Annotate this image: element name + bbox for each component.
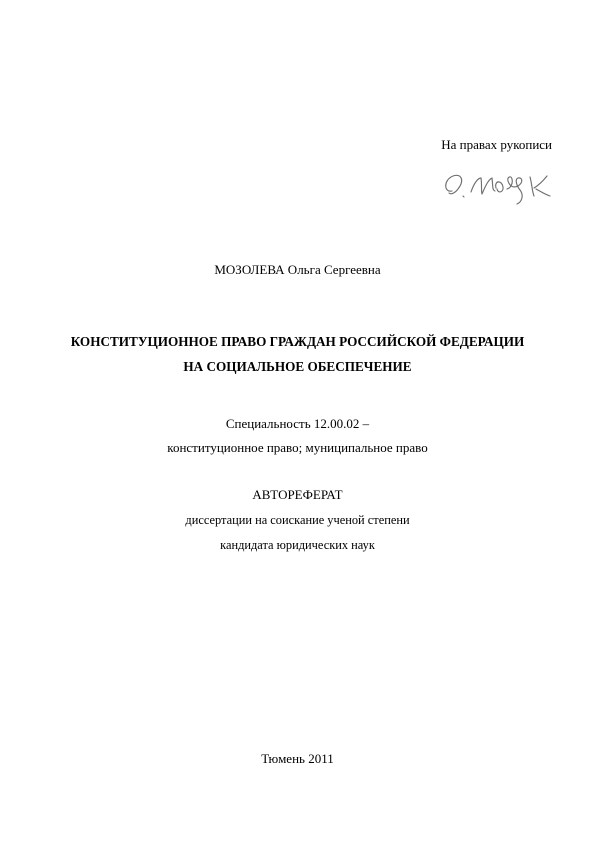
signature-stroke bbox=[507, 177, 522, 204]
dissertation-purpose-line-1: диссертации на соискание ученой степени bbox=[185, 513, 410, 527]
author-name: МОЗОЛЕВА Ольга Сергеевна bbox=[214, 262, 381, 277]
specialty-description: конституционное право; муниципальное право bbox=[167, 440, 428, 455]
document-title-line-2: НА СОЦИАЛЬНОЕ ОБЕСПЕЧЕНИЕ bbox=[183, 359, 412, 374]
handwritten-signature bbox=[438, 160, 558, 208]
signature-stroke bbox=[463, 196, 464, 197]
specialty-code: Специальность 12.00.02 – bbox=[225, 416, 370, 431]
signature-stroke bbox=[496, 182, 503, 192]
manuscript-rights-note: На правах рукописи bbox=[441, 137, 552, 152]
signature-stroke bbox=[446, 175, 462, 193]
dissertation-purpose-line-2: кандидата юридических наук bbox=[220, 538, 375, 552]
signature-stroke bbox=[536, 189, 550, 196]
abstract-label: АВТОРЕФЕРАТ bbox=[252, 487, 343, 502]
document-title-line-1: КОНСТИТУЦИОННОЕ ПРАВО ГРАЖДАН РОССИЙСКОЙ ФЕДЕРАЦИИ bbox=[70, 334, 525, 349]
signature-stroke bbox=[530, 177, 534, 196]
signature-stroke bbox=[534, 176, 547, 188]
signature-stroke bbox=[471, 178, 495, 194]
place-and-year: Тюмень 2011 bbox=[261, 751, 334, 766]
